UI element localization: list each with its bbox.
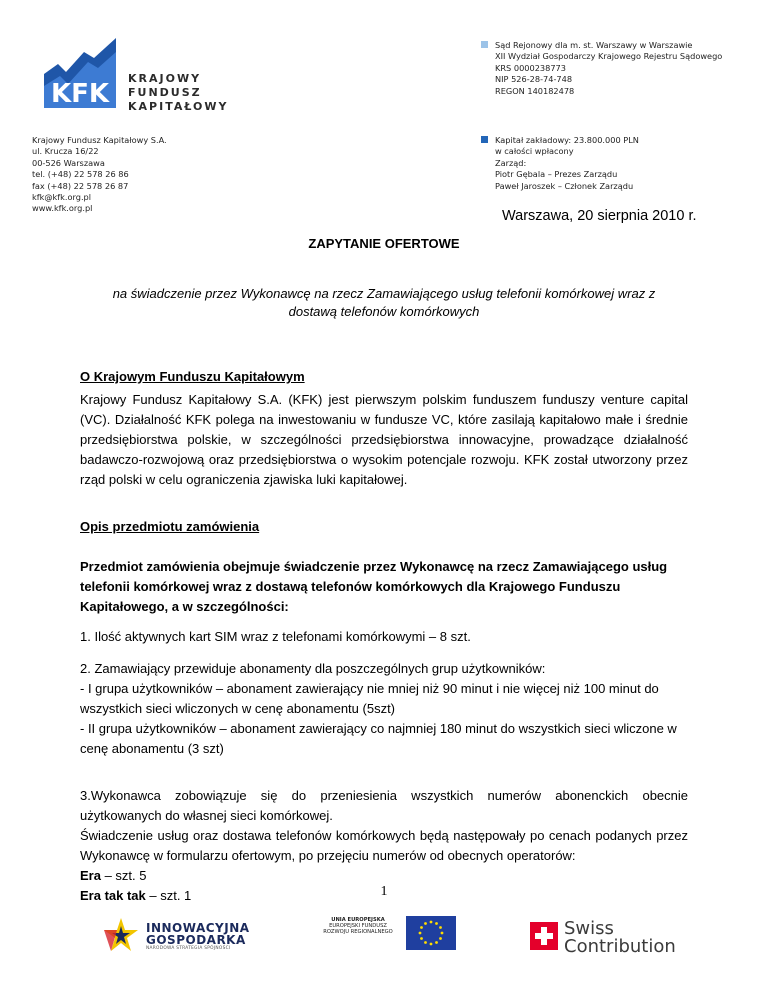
- subtitle-line: dostawą telefonów komórkowych: [288, 304, 480, 319]
- phone-row: [80, 866, 688, 886]
- capital-line: Paweł Jaroszek – Członek Zarządu: [495, 180, 634, 191]
- phone-qty: – szt. 1: [145, 888, 192, 903]
- swiss-line: Swiss: [564, 918, 614, 939]
- capital-line: Piotr Gębala – Prezes Zarządu: [495, 169, 618, 180]
- inno-star-icon: [102, 916, 140, 954]
- swiss-line: Contribution: [564, 936, 676, 957]
- capital-info: [482, 135, 639, 192]
- address-line: Krajowy Fundusz Kapitałowy S.A.: [32, 135, 167, 145]
- capital-line: Kapitał zakładowy: 23.800.000 PLN: [495, 135, 639, 145]
- eu-logo: [318, 914, 458, 954]
- inno-subtitle: NARODOWA STRATEGIA SPÓJNOŚCI: [146, 946, 231, 951]
- document-title: ZAPYTANIE OFERTOWE: [308, 236, 460, 251]
- scope-heading: Opis przedmiotu zamówienia: [80, 519, 260, 534]
- swiss-cross-icon: [530, 922, 558, 950]
- capital-line: w całości wpłacony: [495, 146, 574, 157]
- inno-line: INNOWACYJNA: [146, 921, 250, 935]
- kfk-logo-icon: [44, 38, 116, 108]
- inno-line: GOSPODARKA: [146, 933, 246, 947]
- item2-line: 2. Zamawiający przewiduje abonamenty dla poszczególnych grup użytkowników:: [80, 661, 546, 676]
- address-line: 00-526 Warszawa: [32, 157, 105, 168]
- eu-line: ROZWOJU REGIONALNEGO: [323, 929, 393, 935]
- scope-item-1: 1. Ilość aktywnych kart SIM wraz z telefonami komórkowymi – 8 szt.: [80, 629, 471, 644]
- registry-info: [482, 40, 722, 97]
- scope-item-2: [80, 659, 688, 759]
- email-link[interactable]: kfk@kfk.org.pl: [32, 192, 92, 203]
- registry-line: Sąd Rejonowy dla m. st. Warszawy w Warszawie: [495, 40, 693, 50]
- company-address: [32, 135, 167, 215]
- scope-intro: Przedmiot zamówienia obejmuje świadczenie przez Wykonawcę na rzecz Zamawiającego usług telefonii komórkowej wraz z dostawą telefonów komórkowych dla Krajowego Funduszu Kapitałowego, a w szczególności:: [80, 559, 668, 614]
- about-heading: O Krajowym Funduszu Kapitałowym: [80, 369, 305, 384]
- about-section: [80, 367, 688, 490]
- square-bullet-icon: [481, 136, 488, 143]
- capital-line: Zarząd:: [495, 157, 527, 168]
- svg-text:KFK: KFK: [50, 79, 110, 108]
- registry-line: KRS 0000238773: [495, 62, 566, 73]
- square-bullet-icon: [481, 41, 488, 48]
- phone-model: Era tak tak: [80, 888, 146, 903]
- registry-line: XII Wydział Gospodarczy Krajowego Rejestru Sądowego: [495, 51, 723, 62]
- page-number: 1: [380, 884, 388, 899]
- about-text: Krajowy Fundusz Kapitałowy S.A. (KFK) jest pierwszym polskim funduszem funduszy venture capital (VC). Działalność KFK polega na inwestowaniu w fundusze VC, które zasilają kapitałowo małe i średnie przedsiębiorstwa polskie, w szczególności przedsiębiorstwa innowacyjne, prowadzące działalność badawczo-rozwojową oraz przedsiębiorstwa o wysokim potencjale rozwoju. KFK został utworzony przez rząd polski w celu ograniczenia zjawiska luki kapitałowej.: [80, 392, 688, 487]
- eu-line: UNIA EUROPEJSKA: [331, 917, 385, 923]
- logo-line: KRAJOWY: [128, 72, 202, 85]
- registry-line: REGON 140182478: [495, 85, 575, 96]
- logo-line: KAPITAŁOWY: [128, 100, 229, 113]
- document-subtitle: [100, 285, 668, 321]
- item3-paragraph: 3.Wykonawca zobowiązuje się do przeniesienia wszystkich numerów abonenckich obecnie użytkowanych do własnej sieci komórkowej.: [80, 788, 688, 823]
- eu-flag-icon: [406, 916, 456, 950]
- item2-line: - I grupa użytkowników – abonament zawierający nie mniej niż 90 minut i nie więcej niż 100 minut do wszystkich sieci wliczonych w cenę abonamentu (5szt): [80, 681, 659, 716]
- phone-model: Era: [80, 868, 101, 883]
- document-date: Warszawa, 20 sierpnia 2010 r.: [502, 208, 697, 224]
- item3-paragraph: Świadczenie usług oraz dostawa telefonów komórkowych będą następowały po cenach podanych przez Wykonawcę w formularzu ofertowym, po przejęciu numerów od obecnych operatorów:: [80, 828, 688, 863]
- item2-line: - II grupa użytkowników – abonament zawierający co najmniej 180 minut do wszystkich sieci wliczone w cenę abonamentu (3 szt): [80, 721, 677, 756]
- address-line: fax (+48) 22 578 26 87: [32, 180, 129, 191]
- phone-qty: – szt. 5: [100, 868, 147, 883]
- website-link[interactable]: www.kfk.org.pl: [32, 203, 93, 214]
- scope-section: [80, 517, 688, 537]
- address-line: ul. Krucza 16/22: [32, 146, 99, 157]
- logo-name: [128, 72, 228, 114]
- address-line: tel. (+48) 22 578 26 86: [32, 169, 129, 180]
- eu-line: EUROPEJSKI FUNDUSZ: [329, 923, 387, 929]
- logo-line: FUNDUSZ: [128, 86, 202, 99]
- subtitle-line: na świadczenie przez Wykonawcę na rzecz Zamawiającego usług telefonii komórkowej wraz z: [112, 286, 656, 301]
- registry-line: NIP 526-28-74-748: [495, 74, 573, 85]
